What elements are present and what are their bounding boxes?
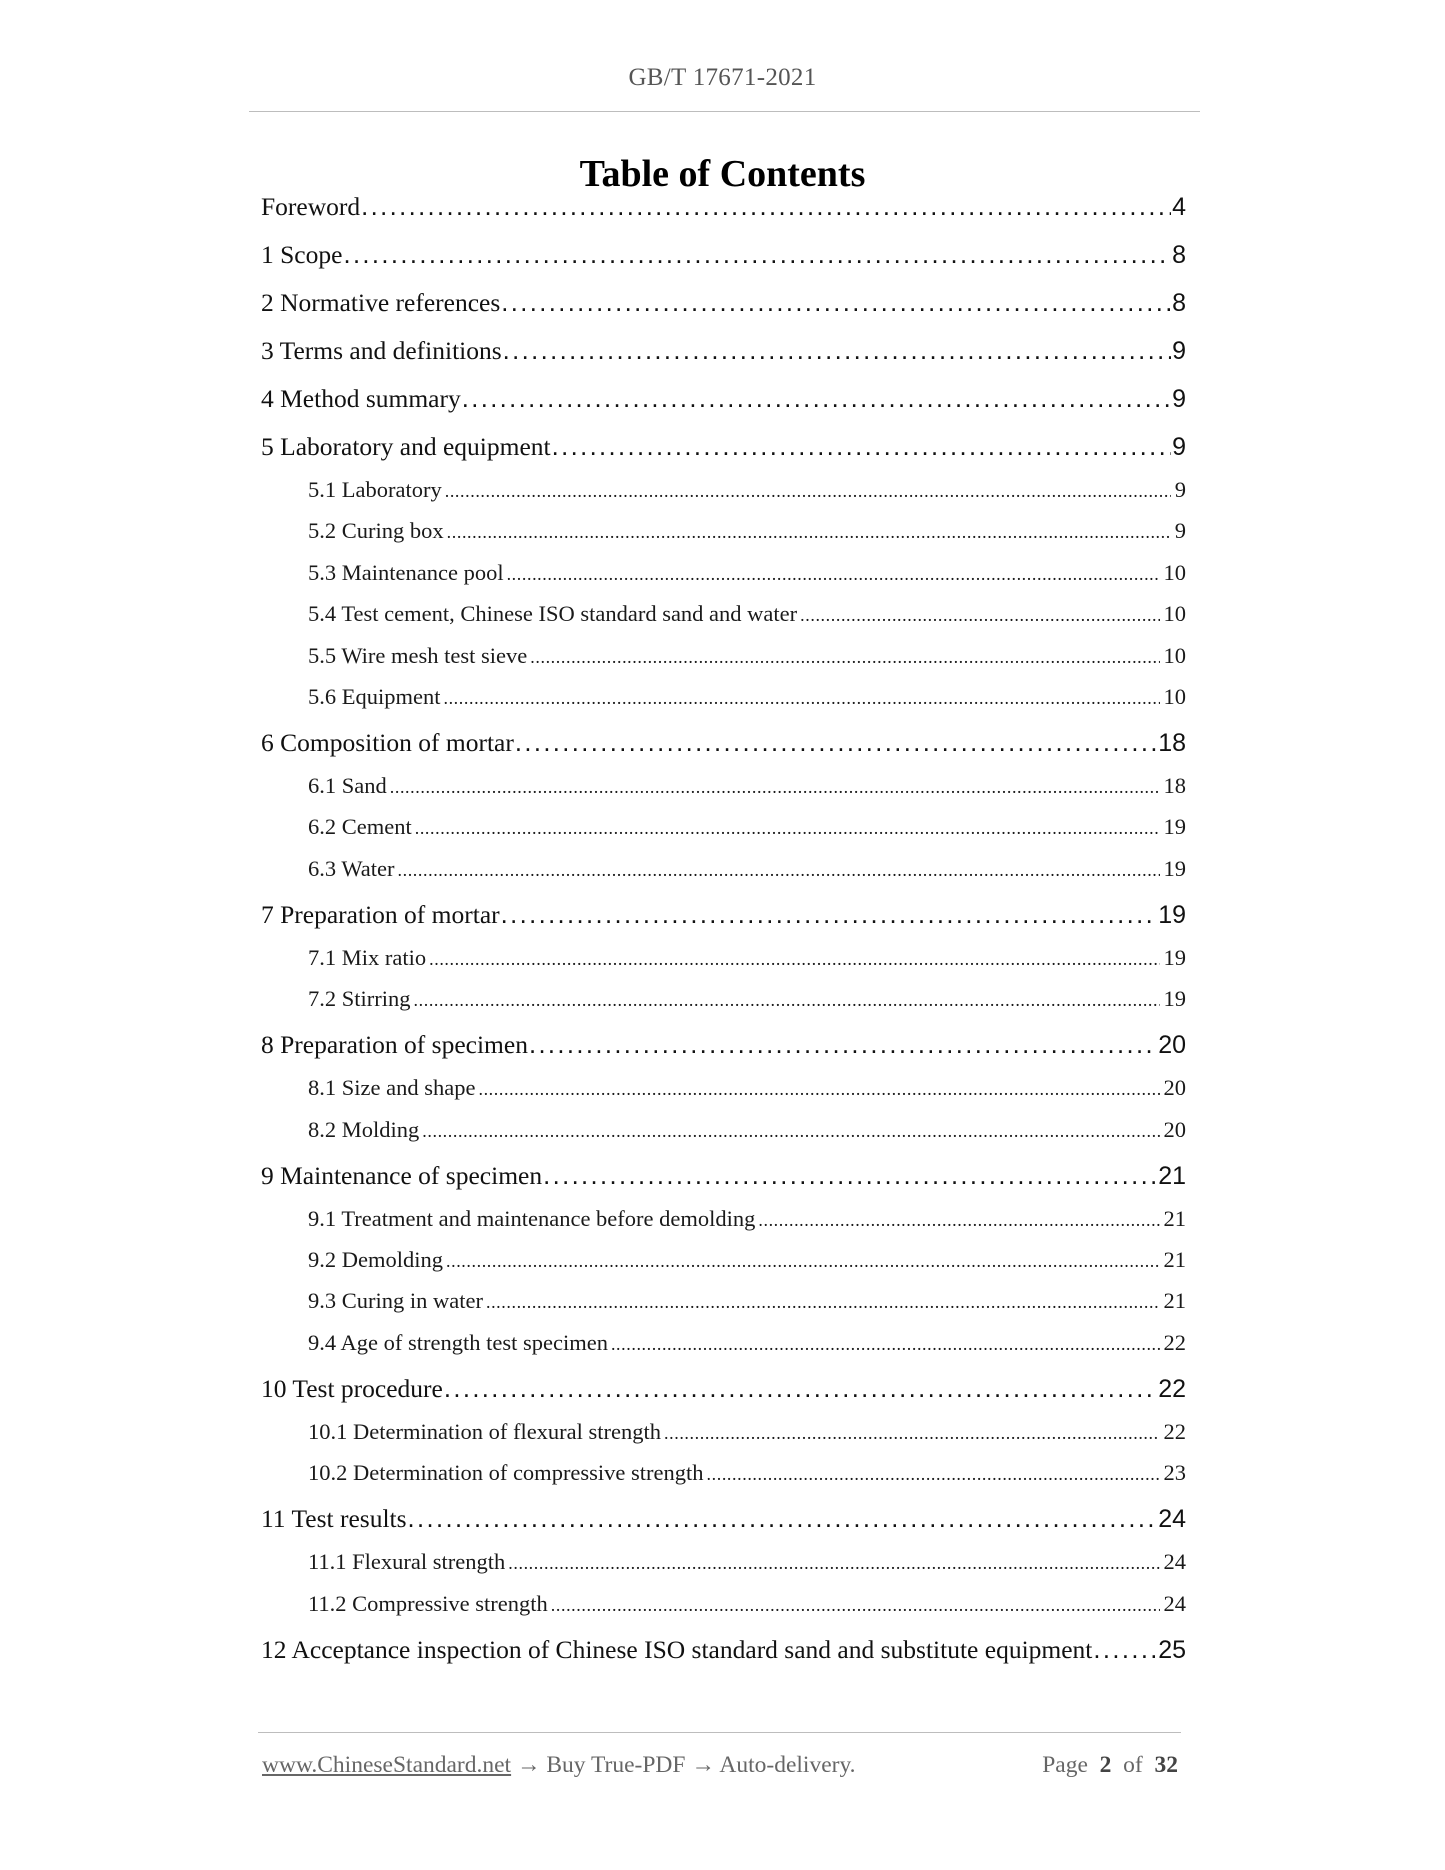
dot-leader	[361, 193, 1171, 222]
dot-leader	[1093, 1636, 1157, 1665]
toc-section-entry[interactable]	[261, 192, 1186, 222]
dot-leader	[508, 1553, 1159, 1574]
dot-leader	[507, 564, 1160, 585]
toc-entry-label: 10.2 Determination of compressive strength	[308, 1460, 704, 1486]
toc-subsection-entry[interactable]	[308, 560, 1186, 586]
toc-section-entry[interactable]	[261, 1374, 1186, 1404]
toc-entry-label: 6.1 Sand	[308, 773, 387, 798]
dot-leader	[398, 860, 1160, 881]
dot-leader	[444, 1375, 1157, 1404]
toc-entry-page-number: 21	[1158, 1161, 1186, 1190]
toc-entry-page-number: 23	[1163, 1460, 1186, 1486]
toc-entry-page-number: 9	[1172, 385, 1186, 413]
page-footer	[262, 1752, 1182, 1786]
toc-subsection-entry[interactable]	[308, 601, 1186, 627]
toc-subsection-entry[interactable]	[308, 1591, 1186, 1617]
dot-leader	[543, 1162, 1157, 1191]
toc-entry-page-number: 10	[1163, 559, 1186, 585]
toc-section-entry[interactable]	[261, 384, 1186, 414]
toc-entry-label: 5.4 Test cement, Chinese ISO standard sand and water	[308, 601, 798, 627]
toc-subsection-entry[interactable]	[308, 1330, 1186, 1356]
toc-entry-page-number: 4	[1172, 193, 1186, 221]
toc-entry-label: Foreword	[261, 192, 361, 221]
dot-leader	[707, 1464, 1160, 1485]
toc-entry-label: 5.5 Wire mesh test sieve	[308, 642, 528, 668]
toc-entry-page-number: 8	[1172, 289, 1186, 317]
dot-leader	[551, 1595, 1160, 1616]
toc-section-entry[interactable]	[261, 1030, 1186, 1060]
toc-subsection-entry[interactable]	[308, 1206, 1186, 1232]
toc-entry-label: 7 Preparation of mortar	[261, 899, 500, 929]
toc-subsection-entry[interactable]	[308, 518, 1186, 544]
toc-subsection-entry[interactable]	[308, 1549, 1186, 1575]
toc-entry-page-number: 22	[1163, 1329, 1186, 1355]
dot-leader	[486, 1292, 1160, 1313]
toc-section-entry[interactable]	[261, 728, 1186, 758]
page-word: Page	[1042, 1752, 1088, 1778]
toc-entry-label: 5.3 Maintenance pool	[308, 559, 504, 585]
footer-tagline: → Buy True-PDF → Auto-delivery.	[511, 1752, 856, 1778]
toc-entry-page-number: 20	[1158, 1031, 1186, 1060]
toc-entry-page-number: 20	[1163, 1075, 1186, 1101]
dot-leader	[343, 241, 1171, 270]
toc-entry-label: 12 Acceptance inspection of Chinese ISO standard sand and substitute equipment	[261, 1634, 1093, 1664]
toc-entry-label: 8.2 Molding	[308, 1116, 420, 1142]
toc-entry-label: 5.6 Equipment	[308, 684, 441, 709]
page-indicator	[1042, 1752, 1178, 1779]
toc-entry-label: 9 Maintenance of specimen	[261, 1160, 543, 1190]
of-word: of	[1123, 1752, 1143, 1778]
dot-leader	[501, 901, 1158, 930]
toc-subsection-entry[interactable]	[308, 684, 1186, 710]
toc-entry-page-number: 10	[1163, 684, 1186, 709]
dot-leader	[501, 289, 1171, 318]
toc-entry-label: 11.1 Flexural strength	[308, 1549, 506, 1575]
dot-leader	[611, 1334, 1160, 1355]
toc-entry-page-number: 21	[1163, 1288, 1186, 1314]
running-header: GB/T 17671-2021	[628, 64, 817, 91]
toc-subsection-entry[interactable]	[308, 1419, 1186, 1445]
dot-leader	[447, 522, 1171, 543]
dot-leader	[390, 777, 1160, 798]
toc-entry-label: 10.1 Determination of flexural strength	[308, 1418, 662, 1444]
toc-entry-label: 9.2 Demolding	[308, 1247, 443, 1272]
toc-entry-page-number: 8	[1172, 241, 1186, 269]
toc-entry-label: 9.4 Age of strength test specimen	[308, 1329, 608, 1355]
website-link[interactable]: www.ChineseStandard.net	[262, 1752, 512, 1778]
toc-section-entry[interactable]	[261, 336, 1186, 366]
toc-entry-page-number: 24	[1163, 1590, 1186, 1616]
toc-subsection-entry[interactable]	[308, 1117, 1186, 1143]
dot-leader	[408, 1505, 1158, 1534]
toc-entry-page-number: 22	[1163, 1418, 1186, 1444]
toc-entry-label: 11 Test results	[261, 1504, 407, 1534]
toc-subsection-entry[interactable]	[308, 945, 1186, 971]
toc-entry-page-number: 19	[1158, 900, 1186, 929]
toc-entry-page-number: 21	[1163, 1205, 1186, 1231]
toc-subsection-entry[interactable]	[308, 986, 1186, 1012]
toc-entry-label: 2 Normative references	[261, 288, 501, 317]
toc-entry-label: 6 Composition of mortar	[261, 728, 514, 757]
toc-entry-label: 9.1 Treatment and maintenance before demolding	[308, 1205, 756, 1231]
toc-entry-page-number: 9	[1174, 477, 1186, 502]
toc-section-entry[interactable]	[261, 288, 1186, 318]
toc-subsection-entry[interactable]	[308, 773, 1186, 799]
toc-section-entry[interactable]	[261, 240, 1186, 270]
dot-leader	[552, 433, 1171, 462]
toc-entry-label: 7.1 Mix ratio	[308, 944, 427, 970]
toc-entry-page-number: 20	[1163, 1116, 1186, 1142]
toc-entry-page-number: 24	[1158, 1505, 1186, 1534]
toc-subsection-entry[interactable]	[308, 477, 1186, 503]
toc-entry-label: 9.3 Curing in water	[308, 1288, 483, 1314]
total-pages-number: 32	[1154, 1752, 1178, 1778]
current-page-number: 2	[1099, 1752, 1112, 1778]
toc-entry-page-number: 19	[1163, 814, 1186, 840]
dot-leader	[800, 605, 1159, 626]
toc-entry-label: 7.2 Stirring	[308, 986, 411, 1012]
toc-entry-page-number: 22	[1158, 1374, 1186, 1403]
toc-entry-page-number: 9	[1172, 433, 1186, 461]
dot-leader	[446, 1251, 1160, 1272]
toc-section-entry[interactable]	[261, 900, 1186, 930]
toc-entry-label: 6.2 Cement	[308, 814, 412, 840]
toc-subsection-entry[interactable]	[308, 1288, 1186, 1314]
footer-divider	[258, 1732, 1181, 1733]
dot-leader	[429, 949, 1159, 970]
toc-entry-label: 1 Scope	[261, 240, 343, 269]
toc-entry-label: 5 Laboratory and equipment	[261, 432, 551, 461]
toc-subsection-entry[interactable]	[308, 643, 1186, 669]
toc-subsection-entry[interactable]	[308, 1075, 1186, 1101]
dot-leader	[445, 481, 1171, 502]
dot-leader	[503, 337, 1171, 366]
dot-leader	[462, 385, 1171, 414]
toc-entry-label: 3 Terms and definitions	[261, 336, 502, 365]
toc-entry-page-number: 10	[1163, 642, 1186, 668]
dot-leader	[664, 1423, 1159, 1444]
toc-entry-page-number: 21	[1163, 1247, 1186, 1272]
toc-entry-page-number: 19	[1163, 944, 1186, 970]
toc-entry-page-number: 19	[1163, 855, 1186, 881]
dot-leader	[415, 818, 1160, 839]
toc-entry-label: 8.1 Size and shape	[308, 1075, 476, 1101]
toc-entry-label: 11.2 Compressive strength	[308, 1590, 548, 1616]
dot-leader	[515, 729, 1157, 758]
toc-section-entry[interactable]	[261, 1635, 1186, 1665]
toc-entry-label: 5.1 Laboratory	[308, 477, 442, 502]
footer-promo	[262, 1752, 856, 1779]
toc-subsection-entry[interactable]	[308, 814, 1186, 840]
page-title: Table of Contents	[579, 153, 866, 195]
toc-section-entry[interactable]	[261, 1504, 1186, 1534]
toc-entry-page-number: 19	[1163, 986, 1186, 1012]
toc-entry-label: 5.2 Curing box	[308, 518, 444, 544]
toc-section-entry[interactable]	[261, 432, 1186, 462]
toc-entry-page-number: 25	[1158, 1635, 1186, 1664]
toc-subsection-entry[interactable]	[308, 1460, 1186, 1486]
dot-leader	[530, 647, 1159, 668]
toc-entry-page-number: 24	[1163, 1549, 1186, 1575]
toc-section-entry[interactable]	[261, 1161, 1186, 1191]
dot-leader	[414, 990, 1160, 1011]
toc-entry-label: 6.3 Water	[308, 855, 395, 881]
toc-entry-page-number: 18	[1163, 773, 1186, 798]
toc-subsection-entry[interactable]	[308, 856, 1186, 882]
dot-leader	[478, 1079, 1159, 1100]
toc-subsection-entry[interactable]	[308, 1247, 1186, 1273]
toc-entry-label: 4 Method summary	[261, 384, 461, 413]
toc-entry-page-number: 9	[1172, 337, 1186, 365]
toc-entry-label: 10 Test procedure	[261, 1373, 443, 1403]
dot-leader	[443, 688, 1159, 709]
dot-leader	[758, 1210, 1159, 1231]
toc-entry-page-number: 9	[1174, 518, 1186, 544]
toc-entry-label: 8 Preparation of specimen	[261, 1030, 528, 1060]
toc-entry-page-number: 10	[1163, 601, 1186, 627]
dot-leader	[529, 1031, 1157, 1060]
toc-entry-page-number: 18	[1158, 729, 1186, 757]
dot-leader	[422, 1121, 1159, 1142]
